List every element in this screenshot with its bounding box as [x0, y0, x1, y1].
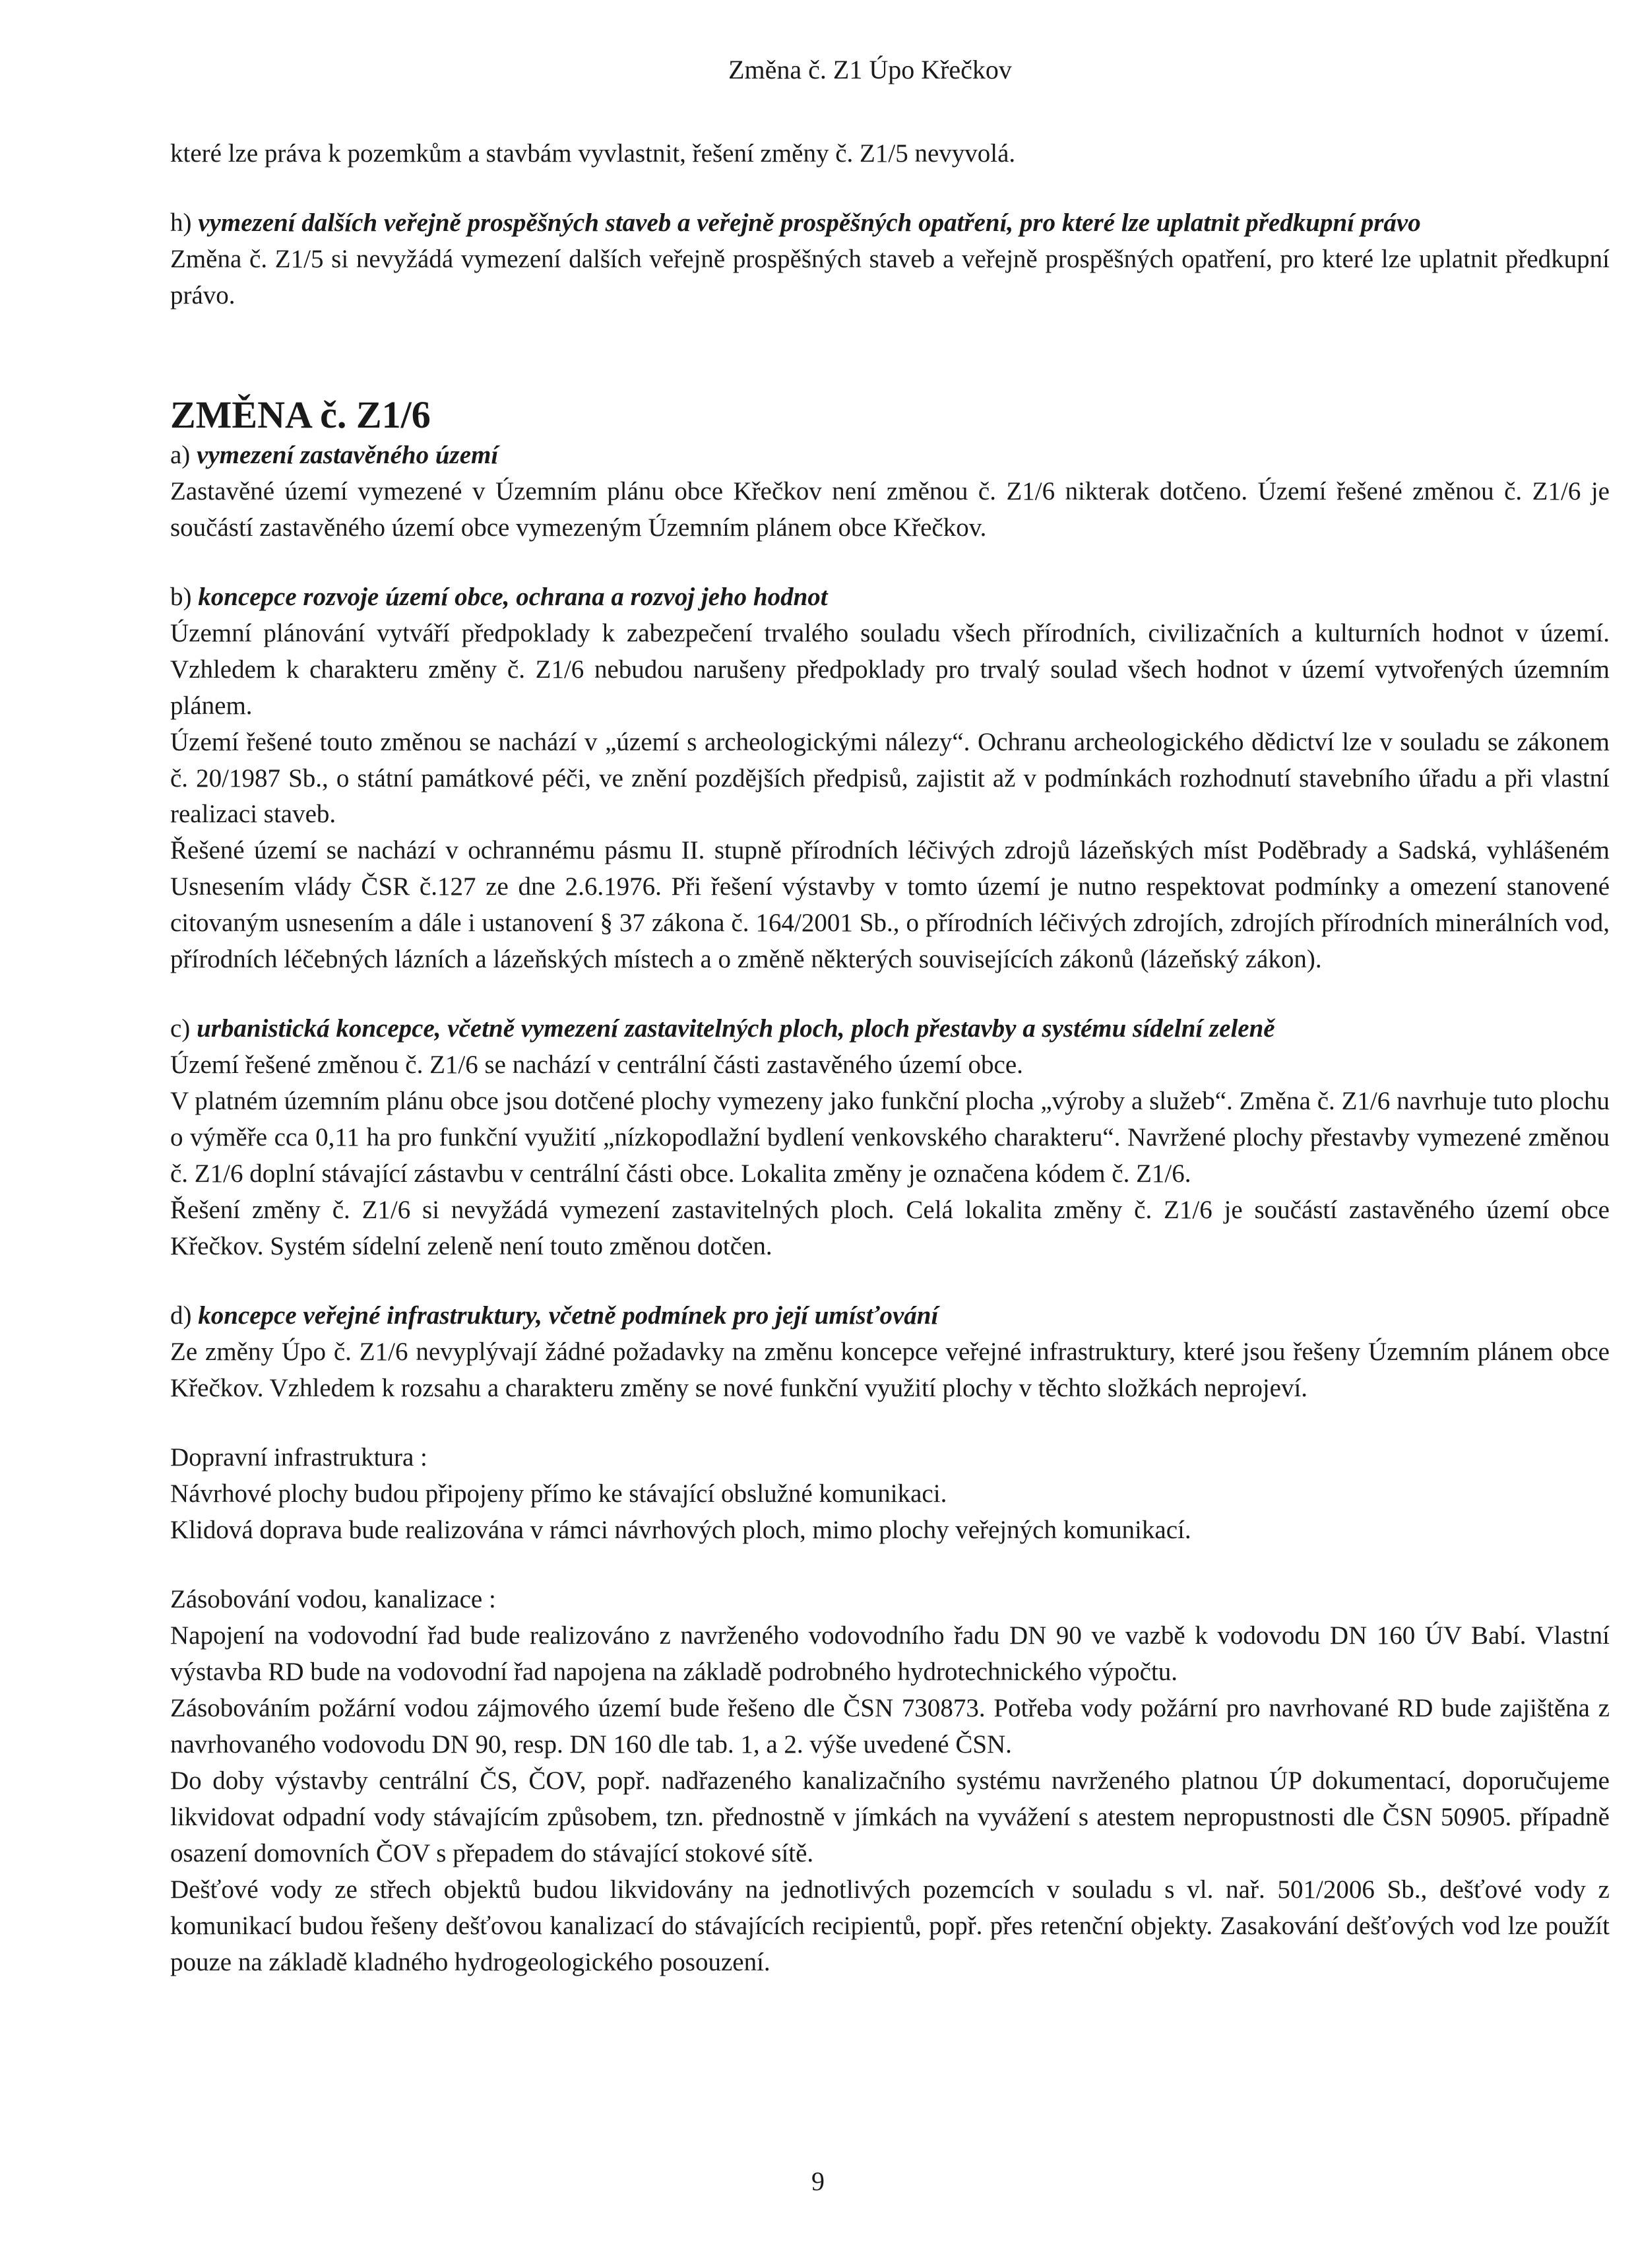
transport-line-2: Klidová doprava bude realizována v rámci návrhových ploch, mimo plochy veřejných komunikací. [170, 1516, 1191, 1545]
section-c-letter: c) [170, 1014, 191, 1043]
water-paragraph-2: Zásobováním požární vodou zájmového území bude řešeno dle ČSN 730873. Potřeba vody požární pro navrhované RD bude zajištěna z navrhovaného vodovodu DN 90, resp. DN 160 dle tab. 1, a 2. výše uvedené ČSN. [170, 1694, 1610, 1759]
section-h-title-text: vymezení dalších veřejně prospěšných staveb a veřejně prospěšných opatření, pro které lze uplatnit předkupní právo [198, 208, 1421, 237]
continuation-line: které lze práva k pozemkům a stavbám vyvlastnit, řešení změny č. Z1/5 nevyvolá. [170, 139, 1016, 168]
section-h-letter: h) [170, 208, 192, 237]
section-b-letter: b) [170, 582, 192, 611]
section-d-title-text: koncepce veřejné infrastruktury, včetně podmínek pro její umísťování [198, 1301, 939, 1330]
section-b-paragraph-2: Území řešené touto změnou se nachází v „území s archeologickými nálezy“. Ochranu archeologického dědictví lze v souladu se zákonem č. 20/1987 Sb., o státní památkové péči, ve znění pozdějších předpisů, zajistit až v podmínkách rozhodnutí stavebního úřadu a při vlastní realizaci staveb. [170, 727, 1610, 829]
section-a-letter: a) [170, 440, 191, 469]
section-d-title [170, 1298, 1610, 1334]
section-a-title-text: vymezení zastavěného území [197, 440, 499, 469]
water-paragraph-1: Napojení na vodovodní řad bude realizováno z navrženého vodovodního řadu DN 90 ve vazbě k vodovodu DN 160 ÚV Babí. Vlastní výstavba RD bude na vodovodní řad napojena na základě podrobného hydrotechnického výpočtu. [170, 1621, 1610, 1687]
water-paragraph-4: Dešťové vody ze střech objektů budou likvidovány na jednotlivých pozemcích v souladu s vl. nař. 501/2006 Sb., dešťové vody z komunikací budou řešeny dešťovou kanalizací do stávajících recipientů, popř. přes retenční objekty. Zasakování dešťových vod lze použít pouze na základě kladného hydrogeologického posouzení. [170, 1875, 1610, 1977]
section-c-title-text: urbanistická koncepce, včetně vymezení zastavitelných ploch, ploch přestavby a systému sídelní zeleně [197, 1014, 1275, 1043]
section-a-text: Zastavěné území vymezené v Územním plánu obce Křečkov není změnou č. Z1/6 nikterak dotčeno. Území řešené změnou č. Z1/6 je součástí zastavěného území obce vymezeným Územním plánem obce Křečkov. [170, 476, 1610, 542]
section-b-paragraph-3: Řešené území se nachází v ochrannému pásmu II. stupně přírodních léčivých zdrojů lázeňských míst Poděbrady a Sadská, vyhlášeném Usnesením vlády ČSR č.127 ze dne 2.6.1976. Při řešení výstavby v tomto území je nutno respektovat podmínky a omezení stanovené citovaným usnesením a dále i ustanovení § 37 zákona č. 164/2001 Sb., o přírodních léčivých zdrojích, zdrojích přírodních minerálních vod, přírodních léčebných lázních a lázeňských místech a o změně některých souvisejících zákonů (lázeňský zákon). [170, 836, 1610, 974]
section-h-text: Změna č. Z1/5 si nevyžádá vymezení dalších veřejně prospěšných staveb a veřejně prospěšných opatření, pro které lze uplatnit předkupní právo. [170, 244, 1610, 309]
section-c-title [170, 1011, 1610, 1047]
section-d-letter: d) [170, 1301, 192, 1330]
transport-label: Dopravní infrastruktura : [170, 1443, 427, 1472]
section-c-paragraph-3: Řešení změny č. Z1/6 si nevyžádá vymezení zastavitelných ploch. Celá lokalita změny č. Z1/6 je součástí zastavěného území obce Křečkov. Systém sídelní zeleně není touto změnou dotčen. [170, 1196, 1610, 1261]
section-b-title [170, 579, 1610, 616]
water-label: Zásobování vodou, kanalizace : [170, 1585, 496, 1614]
transport-line-1: Návrhové plochy budou připojeny přímo ke stávající obslužné komunikaci. [170, 1479, 947, 1508]
water-paragraph-3: Do doby výstavby centrální ČS, ČOV, popř. nadřazeného kanalizačního systému navrženého platnou ÚP dokumentací, doporučujeme likvidovat odpadní vody stávajícím způsobem, tzn. přednostně v jímkách na vyvážení s atestem nepropustnosti dle ČSN 50905. případně osazení domovních ČOV s přepadem do stávající stokové sítě. [170, 1766, 1610, 1868]
section-c-paragraph-2: V platném územním plánu obce jsou dotčené plochy vymezeny jako funkční plocha „výroby a služeb“. Změna č. Z1/6 navrhuje tuto plochu o výměře cca 0,11 ha pro funkční využití „nízkopodlažní bydlení venkovského charakteru“. Navržené plochy přestavby vymezené změnou č. Z1/6 doplní stávající zástavbu v centrální části obce. Lokalita změny je označena kódem č. Z1/6. [170, 1087, 1610, 1188]
change-heading: ZMĚNA č. Z1/6 [170, 393, 431, 436]
section-d-paragraph-1: Ze změny Úpo č. Z1/6 nevyplývají žádné požadavky na změnu koncepce veřejné infrastruktury, které jsou řešeny Územním plánem obce Křečkov. Vzhledem k rozsahu a charakteru změny se nové funkční využití plochy v těchto složkách neprojeví. [170, 1338, 1610, 1403]
page-header: Změna č. Z1 Úpo Křečkov [728, 55, 1012, 84]
section-b-title-text: koncepce rozvoje území obce, ochrana a rozvoj jeho hodnot [198, 582, 828, 611]
section-h-title [170, 205, 1610, 242]
page-number: 9 [811, 2166, 825, 2196]
section-c-paragraph-1: Území řešené změnou č. Z1/6 se nachází v centrální části zastavěného území obce. [170, 1051, 1023, 1080]
section-a-title [170, 437, 1610, 474]
section-b-paragraph-1: Územní plánování vytváří předpoklady k zabezpečení trvalého souladu všech přírodních, civilizačních a kulturních hodnot v území. Vzhledem k charakteru změny č. Z1/6 nebudou narušeny předpoklady pro trvalý soulad všech hodnot v území vytvořených územním plánem. [170, 618, 1610, 720]
